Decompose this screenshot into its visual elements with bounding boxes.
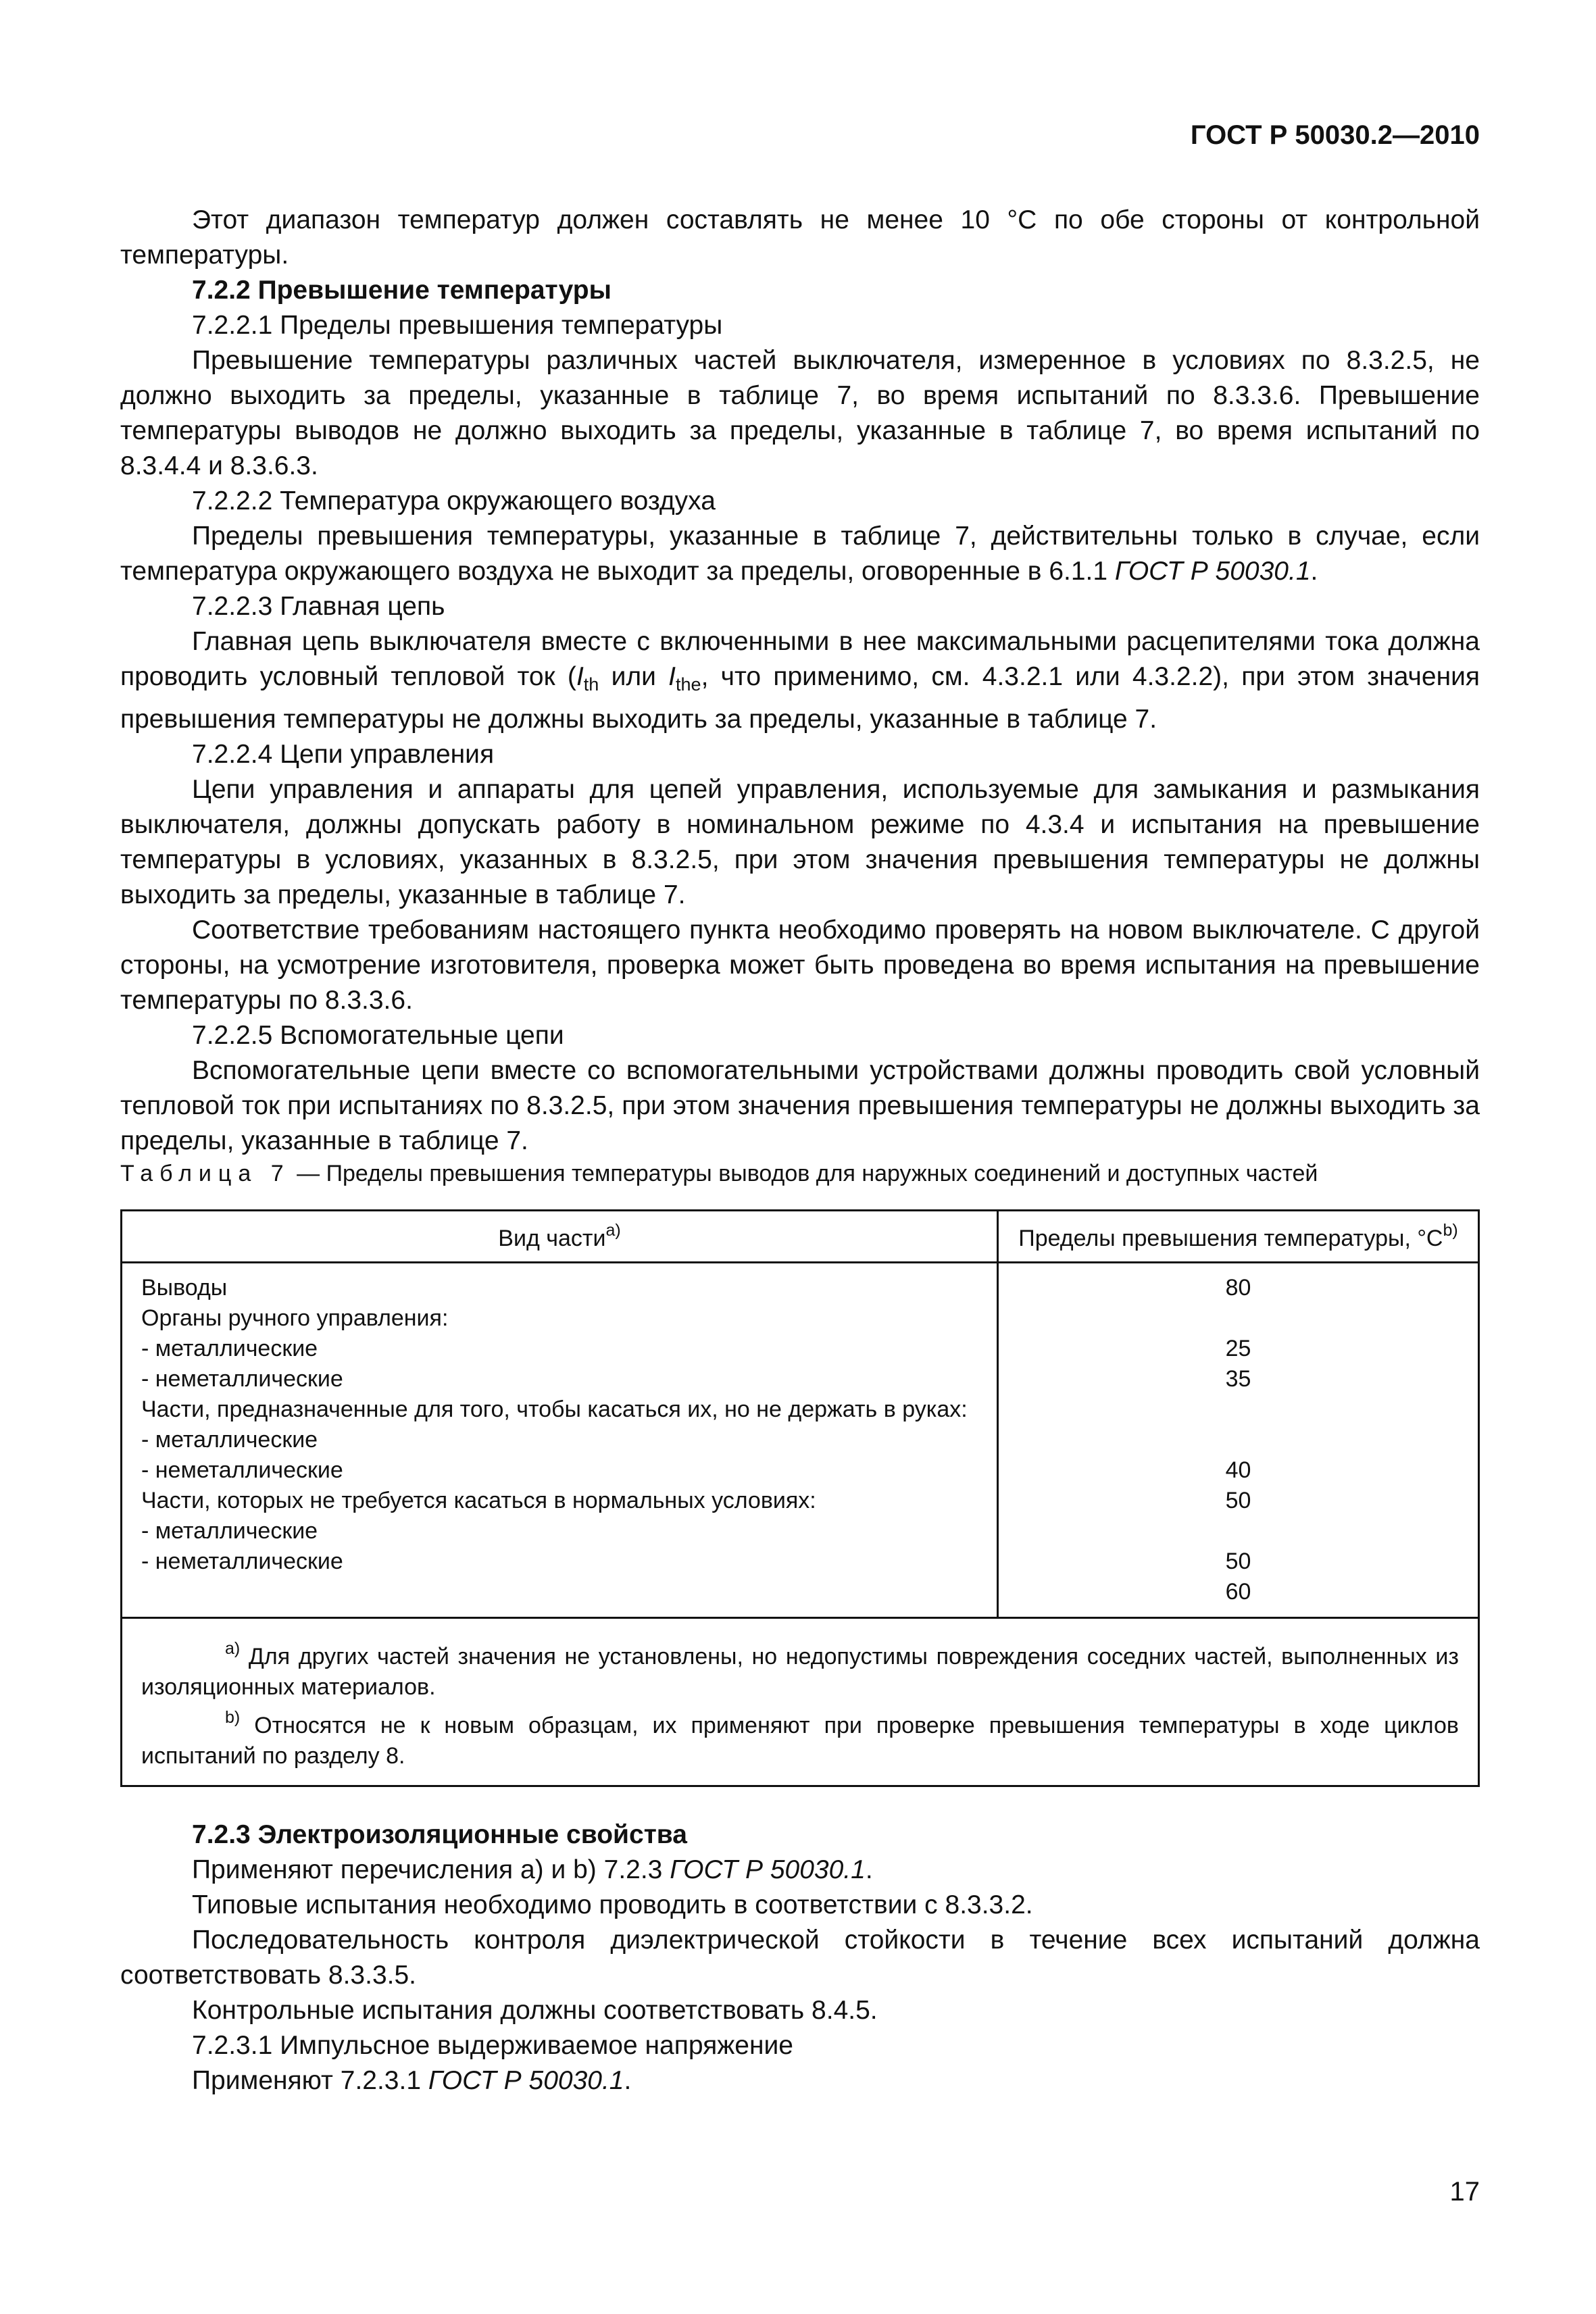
paragraph: Вспомогательные цепи вместе со вспомогательными устройствами должны проводить свой условный тепловой ток при испытаниях по 8.3.2.5, при этом значения превышения температуры не должны выходить за пределы, указанные в таблице 7. (120, 1056, 1480, 1155)
paragraph (120, 624, 1480, 737)
row-value: 35 (1225, 1366, 1251, 1392)
table-7 (120, 1209, 1480, 1787)
paragraph: Цепи управления и аппараты для цепей управления, используемые для замыкания и размыкания выключателя, должны допускать работу в номинальном режиме по 4.3.4 и испытания на превышение температуры в условиях, указанных в 8.3.2.5, при этом значения превышения температуры не должны выходить за пределы, указанные в таблице 7. (120, 775, 1480, 909)
part-cell (122, 1263, 998, 1618)
symbol-i: I (576, 662, 584, 691)
row-label: - неметаллические (141, 1366, 343, 1392)
column-header-text: Вид части (498, 1226, 606, 1251)
paragraph: Этот диапазон температур должен составлять не менее 10 °С по обе стороны от контрольной температуры. (120, 205, 1480, 270)
footnote-mark: b) (225, 1708, 241, 1727)
table-caption-text: — Пределы превышения температуры выводов для наружных соединений и доступных частей (290, 1161, 1318, 1186)
text: Пределы превышения температуры, указанные в таблице 7, действительны только в случае, если температура окружающего воздуха не выходит за пределы, оговоренные в 6.1.1 (120, 522, 1480, 586)
column-header-limits (998, 1211, 1479, 1263)
table-notes (122, 1618, 1479, 1786)
paragraph: Последовательность контроля диэлектрической стойкости в течение всех испытаний должна соответствовать 8.3.3.5. (120, 1926, 1480, 1990)
row-label: Части, которых не требуется касаться в нормальных условиях: (141, 1488, 816, 1513)
footnote-text: Для других частей значения не установлены, но недопустимы повреждения соседних частей, выполненных из изоляционных материалов. (141, 1644, 1459, 1700)
text: Главная цепь выключателя вместе с включенными в нее максимальными расцепителями тока должна проводить условный тепловой ток ( (120, 627, 1480, 691)
paragraph: Применяют 7.2.3.1 ГОСТ Р 50030.1. (192, 2066, 632, 2095)
row-value: 60 (1225, 1579, 1251, 1605)
paragraph: Пределы превышения температуры, указанные в таблице 7, действительны только в случае, если температура окружающего воздуха не выходит за пределы, оговоренные в 6.1.1 ГОСТ Р 50030.1. (120, 522, 1480, 586)
footnote-mark: b) (1443, 1221, 1458, 1240)
row-value: 25 (1225, 1336, 1251, 1361)
row-value: 50 (1225, 1549, 1251, 1574)
subsection-title: 7.2.2.3 Главная цепь (192, 592, 445, 621)
paragraph: Соответствие требованиям настоящего пункта необходимо проверять на новом выключателе. С другой стороны, на усмотрение изготовителя, проверка может быть проведена во время испытания на превышение температуры по 8.3.3.6. (120, 915, 1480, 1015)
row-label: - неметаллические (141, 1549, 343, 1574)
body-text-top (120, 203, 1480, 1159)
text: , что применимо, см. 4.3.2.1 или 4.3.2.2), при этом значения превышения температуры не должны выходить за пределы, указанные в таблице 7. (120, 662, 1480, 734)
paragraph: Контрольные испытания должны соответствовать 8.4.5. (192, 1996, 878, 2025)
footnote-mark: a) (225, 1639, 241, 1658)
row-label: Выводы (141, 1275, 228, 1301)
page-number: 17 (1449, 2177, 1480, 2207)
table-caption (120, 1158, 1480, 1189)
subsection-title: 7.2.3.1 Импульсное выдерживаемое напряжение (192, 2031, 793, 2060)
row-label: - неметаллические (141, 1457, 343, 1483)
footnote-text: Относятся не к новым образцам, их применяют при проверке превышения температуры в ходе циклов испытаний по разделу 8. (141, 1713, 1459, 1769)
subscript: the (676, 674, 701, 695)
row-label: - металлические (141, 1518, 318, 1544)
subsection-title: 7.2.2.5 Вспомогательные цепи (192, 1021, 564, 1050)
table-body-row (122, 1263, 1479, 1618)
standard-reference: ГОСТ Р 50030.1 (1114, 557, 1311, 586)
section-heading: 7.2.3 Электроизоляционные свойства (192, 1820, 687, 1849)
subsection-title: 7.2.2.1 Пределы превышения температуры (192, 311, 723, 340)
standard-reference: ГОСТ Р 50030.1 (428, 2066, 624, 2095)
row-value: 80 (1225, 1275, 1251, 1301)
symbol-i: I (668, 662, 676, 691)
row-value (999, 1394, 1478, 1425)
row-value: 50 (1225, 1488, 1251, 1513)
section-heading: 7.2.2 Превышение температуры (192, 276, 612, 305)
subsection-title: 7.2.2.4 Цепи управления (192, 740, 495, 769)
standard-reference: ГОСТ Р 50030.1 (670, 1855, 866, 1884)
footnote-mark: a) (605, 1221, 621, 1240)
row-label: Органы ручного управления: (141, 1305, 449, 1331)
footnote-b (141, 1703, 1459, 1771)
footnote-a (141, 1634, 1459, 1703)
text: Применяют 7.2.3.1 (192, 2066, 422, 2095)
table-notes-row (122, 1618, 1479, 1786)
paragraph: Превышение температуры различных частей выключателя, измеренное в условиях по 8.3.2.5, не должно выходить за пределы, указанные в таблице 7, во время испытаний по 8.3.3.6. Превышение температуры выводов не должно выходить за пределы, указанные в таблице 7, во время испытаний по 8.3.4.4 и 8.3.6.3. (120, 346, 1480, 480)
row-label: - металлические (141, 1336, 318, 1361)
row-label: - металлические (141, 1427, 318, 1453)
subsection-title: 7.2.2.2 Температура окружающего воздуха (192, 486, 716, 515)
subscript: th (583, 674, 599, 695)
value-cell (998, 1263, 1479, 1618)
paragraph: Типовые испытания необходимо проводить в соответствии с 8.3.3.2. (192, 1890, 1033, 1919)
text: Применяют перечисления a) и b) 7.2.3 (192, 1855, 663, 1884)
row-value (999, 1303, 1478, 1334)
row-value (999, 1425, 1478, 1455)
table-header-row (122, 1211, 1479, 1263)
document-header: ГОСТ Р 50030.2—2010 (1190, 120, 1480, 150)
row-value (999, 1516, 1478, 1546)
table-caption-label: Таблица 7 (120, 1161, 291, 1186)
column-header-part (122, 1211, 998, 1263)
paragraph: Применяют перечисления a) и b) 7.2.3 ГОСТ Р 50030.1. (192, 1855, 873, 1884)
body-text-bottom (120, 1817, 1480, 2098)
text: или (611, 662, 656, 691)
row-label: Части, предназначенные для того, чтобы касаться их, но не держать в руках: (141, 1397, 968, 1422)
row-value: 40 (1225, 1457, 1251, 1483)
column-header-text: Пределы превышения температуры, °С (1018, 1226, 1443, 1251)
